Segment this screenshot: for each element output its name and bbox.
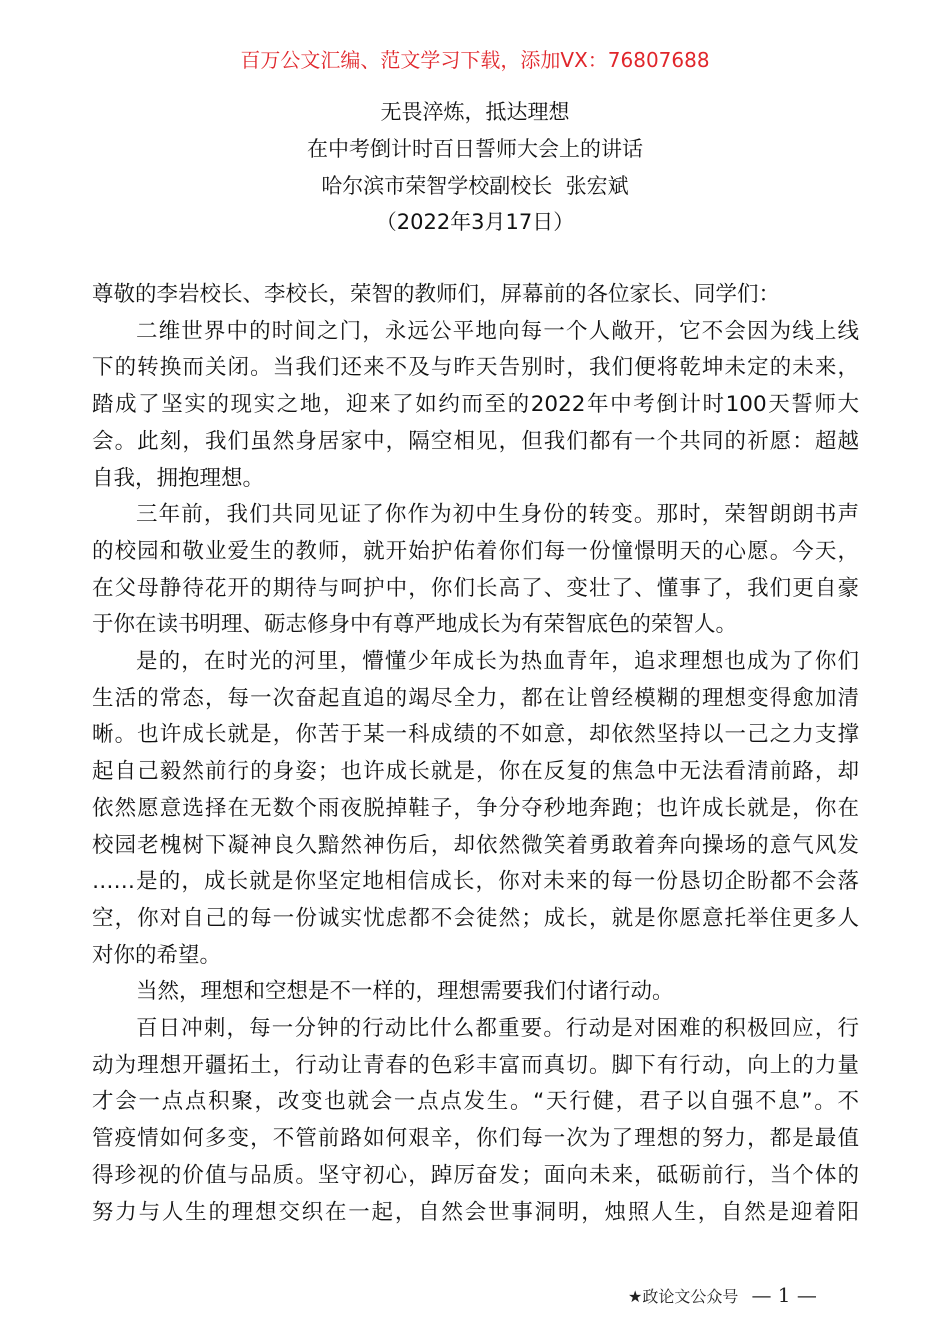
text-line: 的校园和敬业爱生的教师，就开始护佑着你们每一份憧憬明天的心愿。今天， — [92, 538, 859, 564]
footer-source: ★政论文公众号 — [628, 1287, 739, 1306]
text-line: 空，你对自己的每一份诚实忧虑都不会徒然；成长，就是你愿意托举住更多人 — [92, 905, 859, 931]
text-line: 会。此刻，我们虽然身居家中，隔空相见，但我们都有一个共同的祈愿：超越 — [92, 428, 859, 454]
text-line: 得珍视的价值与品质。坚守初心，踔厉奋发；面向未来，砥砺前行，当个体的 — [92, 1162, 859, 1188]
text-line: 于你在读书明理、砺志修身中有尊严地成长为有荣智底色的荣智人。 — [92, 612, 738, 638]
text-line: 对你的希望。 — [92, 942, 222, 968]
title-block — [0, 94, 950, 241]
text-line: 生活的常态，每一次奋起直追的竭尽全力，都在让曾经模糊的理想变得愈加清 — [92, 685, 859, 711]
document-title: 无畏淬炼，抵达理想 — [380, 100, 570, 124]
text-line: 起自己毅然前行的身姿；也许成长就是，你在反复的焦急中无法看清前路，却 — [92, 759, 859, 785]
text-line: 下的转换而关闭。当我们还来不及与昨天告别时，我们便将乾坤未定的未来， — [92, 355, 859, 381]
text-line: 踏成了坚实的现实之地，迎来了如约而至的2022年中考倒计时100天誓师大 — [92, 392, 859, 418]
page-footer — [628, 1282, 817, 1310]
paragraph — [92, 497, 859, 644]
text-line: 动为理想开疆拓土，行动让青春的色彩丰富而真切。脚下有行动，向上的力量 — [92, 1052, 859, 1078]
text-line: 当然，理想和空想是不一样的，理想需要我们付诸行动。 — [136, 979, 674, 1005]
date-line: （2022年3月17日） — [375, 210, 575, 235]
text-line: 尊敬的李岩校长、李校长，荣智的教师们，屏幕前的各位家长、同学们： — [92, 282, 781, 307]
text-line: ……是的，成长就是你坚定地相信成长，你对未来的每一份恳切企盼都不会落 — [92, 869, 859, 895]
text-line: 自我，拥抱理想。 — [92, 465, 265, 491]
text-line: 依然愿意选择在无数个雨夜脱掉鞋子，争分夺秒地奔跑；也许成长就是，你在 — [92, 795, 859, 821]
paragraph — [92, 314, 859, 498]
text-line: 在父母静待花开的期待与呵护中，你们长高了、变壮了、懂事了，我们更自豪 — [92, 575, 859, 601]
paragraph — [92, 974, 859, 1011]
text-line: 晰。也许成长就是，你苦于某一科成绩的不如意，却依然坚持以一己之力支撑 — [92, 722, 859, 748]
author-line: 哈尔滨市荣智学校副校长 张宏斌 — [321, 173, 629, 198]
watermark-banner: 百万公文汇编、范文学习下载，添加VX：76807688 — [240, 48, 710, 72]
page-number: — 1 — — [751, 1283, 817, 1307]
text-line: 百日冲刺，每一分钟的行动比什么都重要。行动是对困难的积极回应，行 — [136, 1016, 859, 1042]
paragraph — [92, 277, 859, 314]
document-body — [92, 277, 859, 1231]
text-line: 努力与人生的理想交织在一起，自然会世事洞明，烛照人生，自然是迎着阳 — [92, 1199, 859, 1225]
text-line: 校园老槐树下凝神良久黯然神伤后，却依然微笑着勇敢着奔向操场的意气风发 — [92, 832, 859, 858]
paragraph — [92, 1011, 859, 1231]
paragraph — [92, 644, 859, 974]
text-line: 是的，在时光的河里，懵懂少年成长为热血青年，追求理想也成为了你们 — [136, 649, 859, 675]
text-line: 才会一点点积聚，改变也就会一点点发生。“天行健，君子以自强不息”。不 — [92, 1089, 859, 1115]
text-line: 三年前，我们共同见证了你作为初中生身份的转变。那时，荣智朗朗书声 — [136, 502, 859, 528]
text-line: 二维世界中的时间之门，永远公平地向每一个人敞开，它不会因为线上线 — [136, 318, 859, 344]
text-line: 管疫情如何多变，不管前路如何艰辛，你们每一次为了理想的努力，都是最值 — [92, 1126, 859, 1152]
document-subtitle: 在中考倒计时百日誓师大会上的讲话 — [307, 136, 643, 161]
